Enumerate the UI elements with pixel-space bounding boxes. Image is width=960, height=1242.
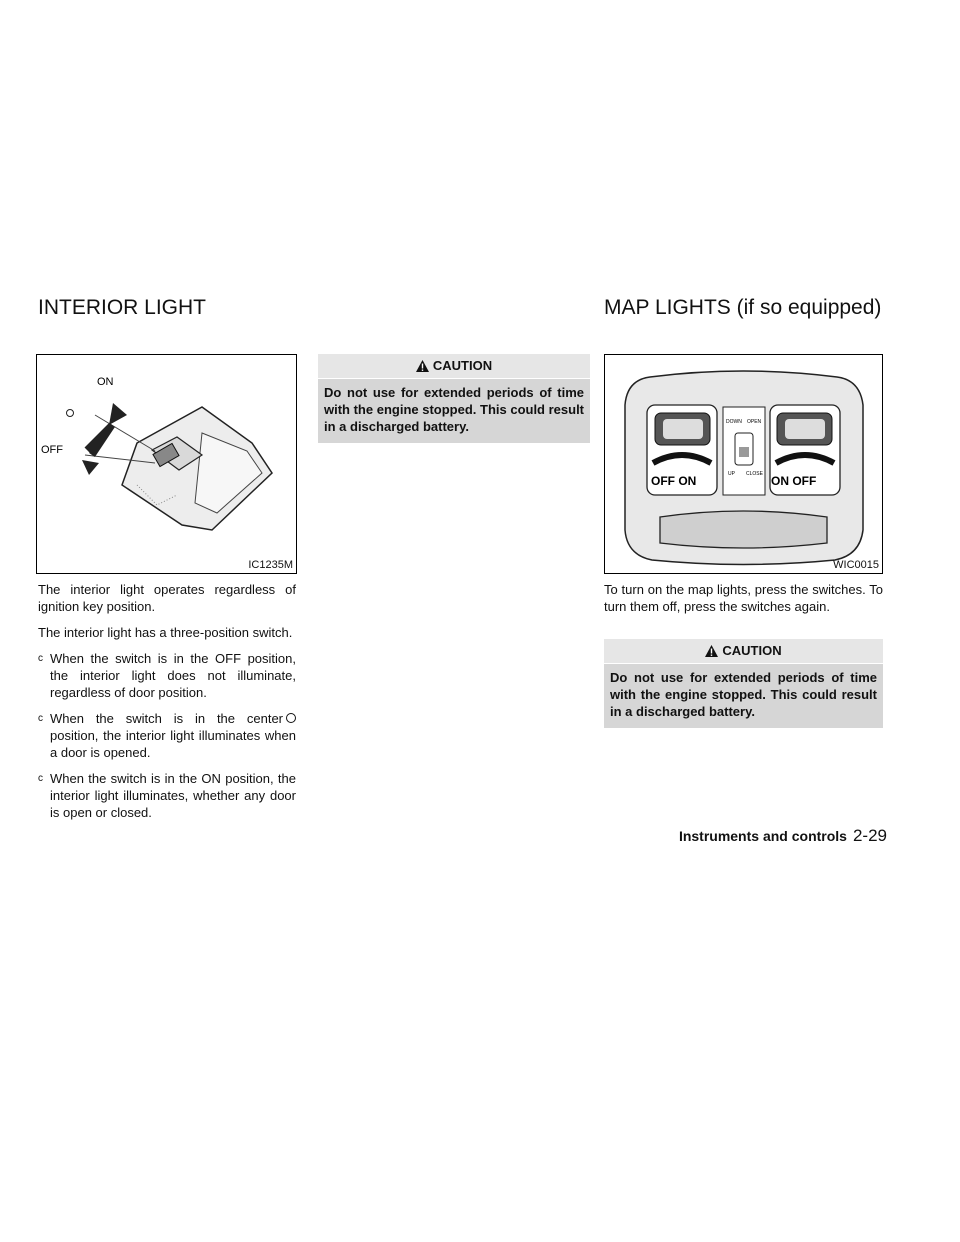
caution-title: CAUTION [432, 358, 493, 373]
caution-header [318, 354, 590, 379]
paragraph: To turn on the map lights, press the switches. To turn them off, press the switches again. [604, 582, 883, 614]
list-item [38, 710, 296, 761]
caution-text: Do not use for extended periods of time with the engine stopped. This could result in a discharged battery. [610, 670, 877, 719]
bullet-mark: c [38, 713, 43, 724]
bullet-text: When the switch is in the OFF position, the interior light does not illuminate, regardless of door position. [50, 651, 296, 700]
right-switch-labels: ON OFF [771, 474, 817, 488]
bullet-text [50, 710, 296, 761]
down-label: DOWN [726, 419, 742, 425]
close-label: CLOSE [746, 471, 763, 477]
bullet-text-rest: position, the interior light illuminates when a door is opened. [50, 728, 296, 760]
map-lights-heading: MAP LIGHTS (if so equipped) [604, 296, 882, 319]
page-footer [679, 826, 887, 846]
map-lights-figure [604, 354, 883, 574]
caution-box [318, 354, 590, 443]
interior-light-figure [36, 354, 297, 574]
list-item [38, 650, 296, 701]
center-position-icon [286, 713, 296, 723]
warning-icon [705, 645, 718, 657]
map-lights-text [604, 581, 883, 624]
paragraph: The interior light has a three-position switch. [38, 625, 293, 640]
bullet-text-lead: When the switch is in the center [50, 711, 283, 726]
section-name: Instruments and controls [678, 828, 847, 844]
caution-title: CAUTION [722, 643, 782, 658]
figure-off-label: OFF [41, 444, 63, 456]
figure-code: IC1235M [248, 559, 293, 571]
left-switch-labels: OFF ON [651, 474, 697, 488]
caution-header [604, 639, 883, 664]
interior-light-heading: INTERIOR LIGHT [38, 296, 207, 319]
figure-on-label: ON [97, 376, 114, 388]
warning-icon [416, 360, 429, 372]
paragraph: The interior light operates regardless of ignition key position. [38, 582, 296, 614]
bullet-mark: c [38, 653, 43, 664]
list-item [38, 770, 296, 821]
caution-text: Do not use for extended periods of time with the engine stopped. This could result in a discharged battery. [324, 385, 585, 434]
interior-light-text [38, 581, 296, 830]
caution-box [604, 639, 883, 728]
page-number: 2-29 [852, 826, 887, 845]
open-label: OPEN [747, 419, 762, 425]
up-label: UP [728, 471, 735, 477]
bullet-text: When the switch is in the ON position, the interior light illuminates, whether any door is open or closed. [50, 771, 296, 820]
figure-code: WIC0015 [833, 559, 879, 571]
bullet-mark: c [38, 773, 43, 784]
